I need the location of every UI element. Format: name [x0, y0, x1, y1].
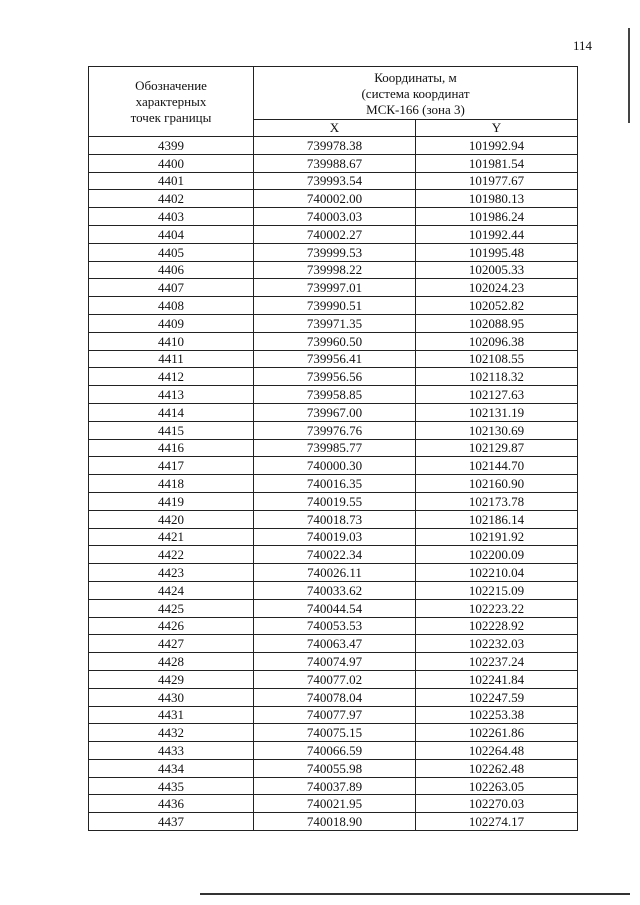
- point-id-cell: 4434: [89, 759, 254, 777]
- point-id-cell: 4419: [89, 492, 254, 510]
- x-coordinate-cell: 740002.27: [254, 225, 416, 243]
- x-coordinate-cell: 740077.97: [254, 706, 416, 724]
- x-coordinate-cell: 740074.97: [254, 653, 416, 671]
- y-coordinate-cell: 102129.87: [416, 439, 578, 457]
- header-point-line: точек границы: [130, 109, 212, 125]
- point-id-cell: 4421: [89, 528, 254, 546]
- point-id-cell: 4415: [89, 421, 254, 439]
- table-row: [89, 208, 578, 226]
- x-coordinate-cell: 740077.02: [254, 670, 416, 688]
- y-coordinate-cell: 102253.38: [416, 706, 578, 724]
- y-coordinate-cell: 102228.92: [416, 617, 578, 635]
- point-id-cell: 4406: [89, 261, 254, 279]
- y-coordinate-cell: 101992.94: [416, 137, 578, 155]
- header-coords-line: (система координат: [361, 86, 470, 101]
- y-coordinate-cell: 102160.90: [416, 475, 578, 493]
- x-coordinate-cell: 739997.01: [254, 279, 416, 297]
- coordinates-table: [88, 66, 578, 831]
- point-id-cell: 4437: [89, 813, 254, 831]
- y-coordinate-cell: 102247.59: [416, 688, 578, 706]
- x-coordinate-cell: 740063.47: [254, 635, 416, 653]
- table-row: [89, 492, 578, 510]
- header-coordinates: [254, 67, 578, 120]
- header-y: Y: [416, 120, 578, 137]
- point-id-cell: 4402: [89, 190, 254, 208]
- table-row: [89, 190, 578, 208]
- point-id-cell: 4424: [89, 581, 254, 599]
- y-coordinate-cell: 102274.17: [416, 813, 578, 831]
- table-row: [89, 368, 578, 386]
- table-row: [89, 795, 578, 813]
- x-coordinate-cell: 740002.00: [254, 190, 416, 208]
- table-row: [89, 439, 578, 457]
- table-row: [89, 724, 578, 742]
- point-id-cell: 4401: [89, 172, 254, 190]
- point-id-cell: 4403: [89, 208, 254, 226]
- x-coordinate-cell: 740037.89: [254, 777, 416, 795]
- y-coordinate-cell: 102264.48: [416, 742, 578, 760]
- point-id-cell: 4412: [89, 368, 254, 386]
- page-edge-mark: [628, 28, 630, 123]
- table-row: [89, 813, 578, 831]
- point-id-cell: 4431: [89, 706, 254, 724]
- x-coordinate-cell: 739985.77: [254, 439, 416, 457]
- table-row: [89, 457, 578, 475]
- table-row: [89, 154, 578, 172]
- table-row: [89, 617, 578, 635]
- x-coordinate-cell: 739998.22: [254, 261, 416, 279]
- point-id-cell: 4430: [89, 688, 254, 706]
- x-coordinate-cell: 740018.73: [254, 510, 416, 528]
- x-coordinate-cell: 740022.34: [254, 546, 416, 564]
- y-coordinate-cell: 102108.55: [416, 350, 578, 368]
- x-coordinate-cell: 740078.04: [254, 688, 416, 706]
- table-row: [89, 475, 578, 493]
- y-coordinate-cell: 102096.38: [416, 332, 578, 350]
- table-row: [89, 742, 578, 760]
- y-coordinate-cell: 102131.19: [416, 403, 578, 421]
- x-coordinate-cell: 740000.30: [254, 457, 416, 475]
- x-coordinate-cell: 739978.38: [254, 137, 416, 155]
- point-id-cell: 4413: [89, 386, 254, 404]
- header-point-line: характерных: [135, 93, 207, 109]
- y-coordinate-cell: 102263.05: [416, 777, 578, 795]
- x-coordinate-cell: 740019.03: [254, 528, 416, 546]
- x-coordinate-cell: 740018.90: [254, 813, 416, 831]
- table-row: [89, 688, 578, 706]
- y-coordinate-cell: 102223.22: [416, 599, 578, 617]
- y-coordinate-cell: 102118.32: [416, 368, 578, 386]
- x-coordinate-cell: 739958.85: [254, 386, 416, 404]
- header-x: X: [254, 120, 416, 137]
- table-body: [89, 137, 578, 831]
- x-coordinate-cell: 740066.59: [254, 742, 416, 760]
- point-id-cell: 4433: [89, 742, 254, 760]
- point-id-cell: 4417: [89, 457, 254, 475]
- point-id-cell: 4407: [89, 279, 254, 297]
- y-coordinate-cell: 101980.13: [416, 190, 578, 208]
- y-coordinate-cell: 101977.67: [416, 172, 578, 190]
- table-row: [89, 314, 578, 332]
- header-point-line: Обозначение: [135, 77, 207, 93]
- y-coordinate-cell: 102130.69: [416, 421, 578, 439]
- x-coordinate-cell: 739967.00: [254, 403, 416, 421]
- point-id-cell: 4425: [89, 599, 254, 617]
- table-row: [89, 670, 578, 688]
- point-id-cell: 4411: [89, 350, 254, 368]
- point-id-cell: 4427: [89, 635, 254, 653]
- table-row: [89, 297, 578, 315]
- y-coordinate-cell: 102052.82: [416, 297, 578, 315]
- table-row: [89, 261, 578, 279]
- x-coordinate-cell: 740044.54: [254, 599, 416, 617]
- header-coords-line: Координаты, м: [374, 70, 457, 85]
- y-coordinate-cell: 102127.63: [416, 386, 578, 404]
- y-coordinate-cell: 102232.03: [416, 635, 578, 653]
- x-coordinate-cell: 740026.11: [254, 564, 416, 582]
- y-coordinate-cell: 102261.86: [416, 724, 578, 742]
- x-coordinate-cell: 740019.55: [254, 492, 416, 510]
- point-id-cell: 4416: [89, 439, 254, 457]
- point-id-cell: 4418: [89, 475, 254, 493]
- table-row: [89, 599, 578, 617]
- x-coordinate-cell: 739999.53: [254, 243, 416, 261]
- table-row: [89, 777, 578, 795]
- table-row: [89, 243, 578, 261]
- y-coordinate-cell: 102186.14: [416, 510, 578, 528]
- table-row: [89, 653, 578, 671]
- header-point-designation: [89, 67, 254, 137]
- y-coordinate-cell: 102173.78: [416, 492, 578, 510]
- y-coordinate-cell: 102200.09: [416, 546, 578, 564]
- y-coordinate-cell: 101992.44: [416, 225, 578, 243]
- point-id-cell: 4399: [89, 137, 254, 155]
- y-coordinate-cell: 102005.33: [416, 261, 578, 279]
- table-row: [89, 403, 578, 421]
- x-coordinate-cell: 739960.50: [254, 332, 416, 350]
- x-coordinate-cell: 740075.15: [254, 724, 416, 742]
- table-row: [89, 546, 578, 564]
- point-id-cell: 4410: [89, 332, 254, 350]
- y-coordinate-cell: 102241.84: [416, 670, 578, 688]
- y-coordinate-cell: 101981.54: [416, 154, 578, 172]
- y-coordinate-cell: 102210.04: [416, 564, 578, 582]
- table-row: [89, 706, 578, 724]
- table-row: [89, 510, 578, 528]
- point-id-cell: 4436: [89, 795, 254, 813]
- point-id-cell: 4420: [89, 510, 254, 528]
- x-coordinate-cell: 740055.98: [254, 759, 416, 777]
- table-row: [89, 759, 578, 777]
- table-row: [89, 350, 578, 368]
- y-coordinate-cell: 101986.24: [416, 208, 578, 226]
- table-row: [89, 332, 578, 350]
- point-id-cell: 4423: [89, 564, 254, 582]
- table-row: [89, 137, 578, 155]
- point-id-cell: 4426: [89, 617, 254, 635]
- y-coordinate-cell: 102144.70: [416, 457, 578, 475]
- x-coordinate-cell: 739990.51: [254, 297, 416, 315]
- y-coordinate-cell: 102262.48: [416, 759, 578, 777]
- y-coordinate-cell: 102215.09: [416, 581, 578, 599]
- point-id-cell: 4405: [89, 243, 254, 261]
- x-coordinate-cell: 740053.53: [254, 617, 416, 635]
- y-coordinate-cell: 102024.23: [416, 279, 578, 297]
- page-number: 114: [573, 38, 593, 53]
- point-id-cell: 4408: [89, 297, 254, 315]
- table-row: [89, 581, 578, 599]
- x-coordinate-cell: 739993.54: [254, 172, 416, 190]
- x-coordinate-cell: 739988.67: [254, 154, 416, 172]
- bottom-rule: [200, 893, 630, 895]
- point-id-cell: 4414: [89, 403, 254, 421]
- table-row: [89, 421, 578, 439]
- table-row: [89, 564, 578, 582]
- table-row: [89, 172, 578, 190]
- table-row: [89, 635, 578, 653]
- x-coordinate-cell: 739956.56: [254, 368, 416, 386]
- y-coordinate-cell: 102088.95: [416, 314, 578, 332]
- y-coordinate-cell: 102270.03: [416, 795, 578, 813]
- point-id-cell: 4400: [89, 154, 254, 172]
- point-id-cell: 4432: [89, 724, 254, 742]
- point-id-cell: 4404: [89, 225, 254, 243]
- point-id-cell: 4422: [89, 546, 254, 564]
- header-coords-line: МСК-166 (зона 3): [366, 102, 465, 117]
- x-coordinate-cell: 739971.35: [254, 314, 416, 332]
- x-coordinate-cell: 739976.76: [254, 421, 416, 439]
- x-coordinate-cell: 739956.41: [254, 350, 416, 368]
- x-coordinate-cell: 740021.95: [254, 795, 416, 813]
- table-row: [89, 225, 578, 243]
- y-coordinate-cell: 102191.92: [416, 528, 578, 546]
- y-coordinate-cell: 102237.24: [416, 653, 578, 671]
- point-id-cell: 4429: [89, 670, 254, 688]
- x-coordinate-cell: 740033.62: [254, 581, 416, 599]
- x-coordinate-cell: 740003.03: [254, 208, 416, 226]
- x-coordinate-cell: 740016.35: [254, 475, 416, 493]
- point-id-cell: 4435: [89, 777, 254, 795]
- y-coordinate-cell: 101995.48: [416, 243, 578, 261]
- table-row: [89, 528, 578, 546]
- point-id-cell: 4428: [89, 653, 254, 671]
- table-row: [89, 279, 578, 297]
- table-row: [89, 386, 578, 404]
- point-id-cell: 4409: [89, 314, 254, 332]
